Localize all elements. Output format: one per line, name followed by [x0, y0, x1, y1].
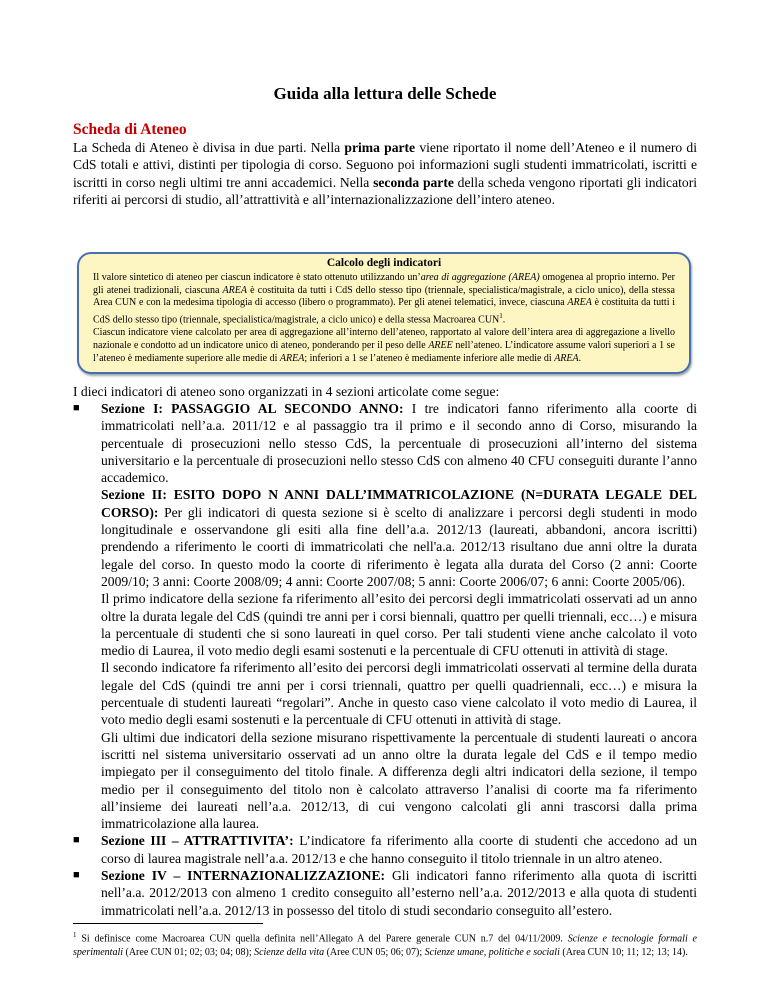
intro-paragraph: La Scheda di Ateneo è divisa in due parti. Nella prima parte viene riportato il nome dell’Ateneo e il numero di CdS totali e attivi, distinti per tipologia di corso. Seguono poi informazioni sugli studenti immatricolati, iscritti e iscritti in corso negli ultimi tre anni accademici. Nella seconda parte della scheda vengono riportati gli indicatori riferiti ai percorsi di studio, all’attrattività e all’internazionalizzazione dell’intero ateneo.: [73, 140, 698, 207]
footnote-ref: 1: [499, 312, 503, 321]
section-heading: Scheda di Ateneo: [73, 121, 187, 138]
list-item: ■ Sezione III – ATTRATTIVITA’: L’indicatore fa riferimento alla coorte di studenti che accedono ad un corso di laurea magistrale nell’a.a. 2012/13 e che hanno conseguito il titolo triennale in un altro ateneo.: [73, 833, 697, 866]
bullet-icon: ■: [73, 402, 80, 414]
sections-list: [73, 400, 697, 919]
footnote-divider: [73, 923, 263, 924]
footnote: $^1$ Si definisce come Macroarea CUN quella definita nell’Allegato A del Parere generale CUN n.7 del 04/11/2009. Scienze e tecnologie formali e sperimentali (Aree CUN 01; 02; 03; 04; 08); Scienze della vita (Aree CUN 05; 06; 07); Scienze umane, politiche e sociali (Area CUN 10; 11; 12; 13; 14).: [73, 931, 697, 959]
bullet-icon: ■: [73, 869, 80, 882]
callout-box: [77, 252, 691, 374]
callout-paragraph: Il valore sintetico di ateneo per ciascun indicatore è stato ottenuto utilizzando un’area di aggregazione (AREA) omogenea al proprio interno. Per gli atenei tradizionali, ciascuna AREA è costituita da tutti i CdS dello stesso tipo (triennale, specialistica/magistrale, a ciclo unico), della stessa Area CUN e con la medesima tipologia di accesso (libero o programmato). Per gli atenei telematici, invece, ciascuna AREA è costituita da tutti i CdS dello stesso tipo (triennale, specialistica/magistrale, a ciclo unico) e della stessa Macroarea CUN$^1$.: [93, 272, 675, 326]
list-item: ■ Sezione I: PASSAGGIO AL SECONDO ANNO: I tre indicatori fanno riferimento alla coorte di immatricolati nell’a.a. 2011/12 e al passaggio tra il primo e il secondo anno di Corso, misurando la percentuale di prosecuzioni nello stesso CdS, la percentuale di prosecuzioni all’interno del sistema universitario e la percentuale di prosecuzioni nello stesso CdS con almeno 40 CFU conseguiti durante l’anno accademico. Sezione II: ESITO DOPO N ANNI DALL’IMMATRICOLAZIONE (N=DURATA LEGALE DEL CORSO): Per gli indicatori di questa sezione si è scelto di analizzare i percorsi degli studenti in modo longitudinale e osservandone gli esiti alla fine dell’a.a. 2012/13 (laureati, abbandoni, ancora iscritti) prendendo a riferimento le coorti di immatricolati che nell'a.a. 2012/13 risultano due anni oltre la durata legale del corso. In questo modo la coorte di riferimento è legata alla durata del Corso (2 anni: Coorte 2009/10; 3 anni: Coorte 2008/09; 4 anni: Coorte 2007/08; 5 anni: Coorte 2006/07; 6 anni: Coorte 2005/06). Il primo indicatore della sezione fa riferimento all’esito dei percorsi degli immatricolati osservati ad un anno oltre la durata legale del CdS (quindi tre anni per i corsi biennali, quattro per quelli triennali, ecc…) e misura la percentuale di studenti che si sono laureati in quel corso. Per tali studenti viene anche calcolato il voto medio di Laurea, il voto medio degli esami sostenuti e la percentuale di CFU ottenuti in attività di stage. Il secondo indicatore fa riferimento all’esito dei percorsi degli immatricolati osservati al termine della durata legale del CdS (quindi tre anni per i corsi triennali, quattro per quelli quadriennali, ecc…) e misura la percentuale di studenti laureati “regolari”. Anche in questo caso viene calcolato il voto medio di Laurea, il voto medio degli esami sostenuti e la percentuale di CFU ottenuti in attività di stage. Gli ultimi due indicatori della sezione misurano rispettivamente la percentuale di studenti laureati o ancora iscritti nel sistema universitario osservati ad un anno oltre la durata legale del CdS e il tempo medio impiegato per il conseguimento del titolo finale. A differenza degli altri indicatori della sezione, il tempo medio per il conseguimento del titolo non è calcolato attraverso l’analisi di coorte ma fa riferimento all’insieme dei laureati nell’a.a. 2012/13, di cui vengono calcolati gli anni trascorsi dalla prima immatricolazione alla laurea.: [73, 401, 698, 832]
document-title: Guida alla lettura delle Schede: [273, 84, 497, 103]
list-intro: I dieci indicatori di ateneo sono organizzati in 4 sezioni articolate come segue:: [73, 384, 500, 399]
list-item: ■ Sezione IV – INTERNAZIONALIZZAZIONE: Gli indicatori fanno riferimento alla quota di iscritti nell’a.a. 2012/2013 con almeno 1 credito conseguito all’esterno nell’a.a. 2012/2013 e alla quota di studenti immatricolati nell’a.a. 2012/13 in possesso del titolo di studi secondario conseguito all’estero.: [73, 868, 697, 918]
callout-paragraph-2: Ciascun indicatore viene calcolato per area di aggregazione all’interno dell’ateneo, rapportato al valore dell’intera area di aggregazione a livello nazionale e condotto ad un indicatore unico di ateneo, ponderando per il peso delle AREE nell’ateneo. L’indicatore assume valori superiori a 1 se l’ateneo è mediamente superiore alle medie di AREA; inferiori a 1 se l’ateneo è mediamente inferiore alle medie di AREA.: [93, 327, 675, 364]
callout-title: Calcolo degli indicatori: [326, 257, 442, 269]
bullet-icon: ■: [73, 834, 80, 847]
